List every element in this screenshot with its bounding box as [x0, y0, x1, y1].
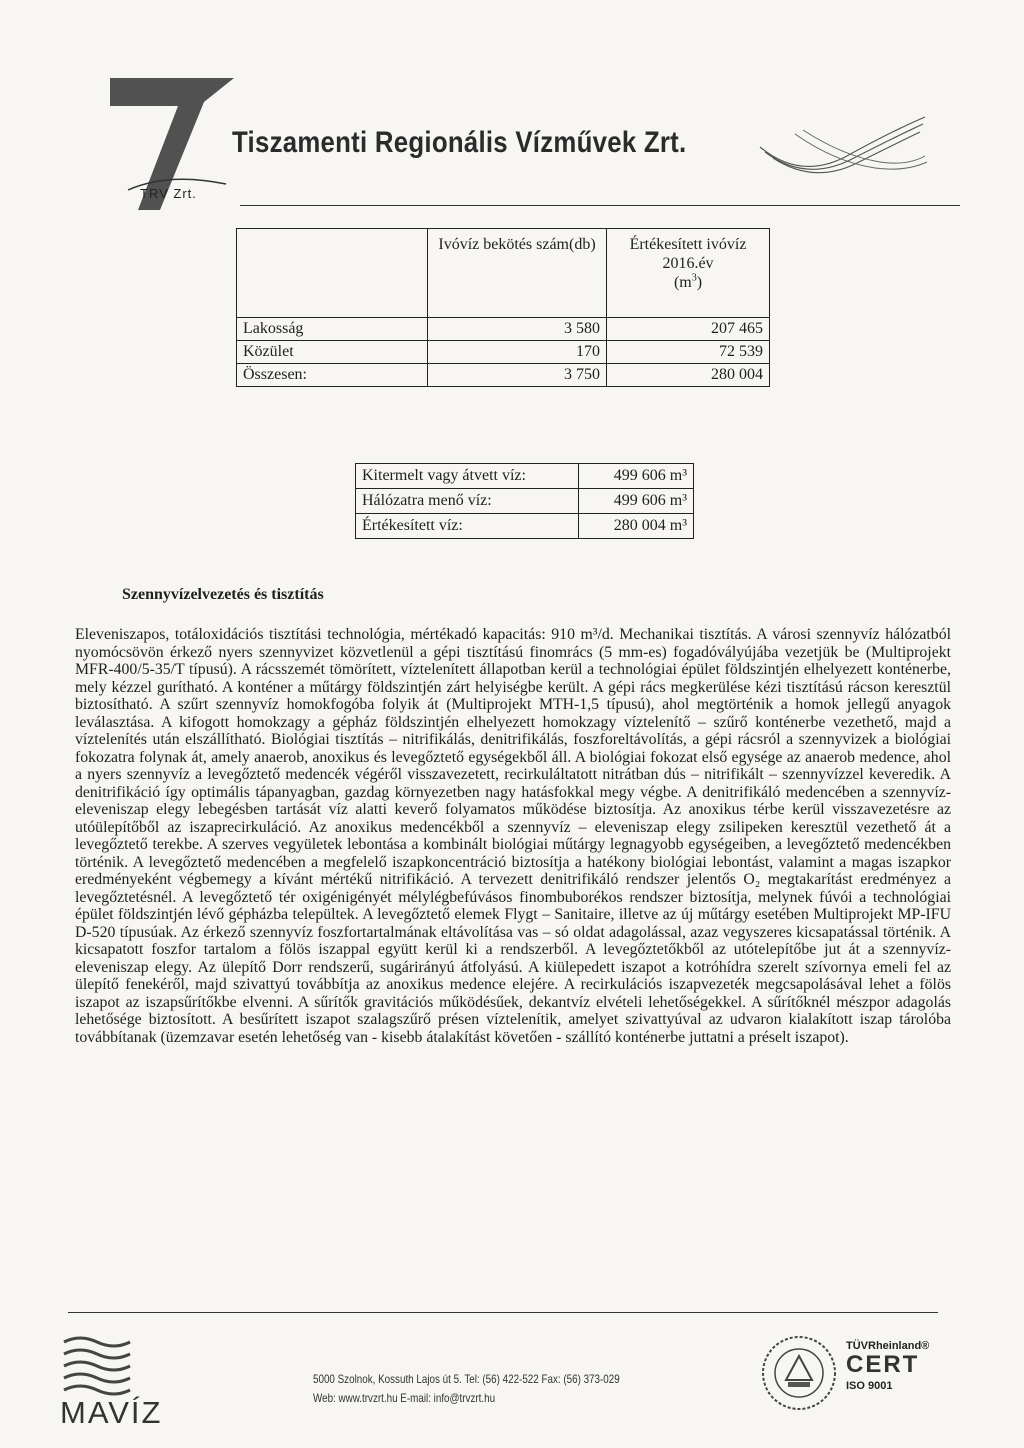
row-value: 499 606 m³	[579, 464, 694, 489]
section-title: Szennyvízelvezetés és tisztítás	[122, 586, 324, 603]
table-header-row	[237, 229, 770, 318]
unit-suffix: )	[696, 274, 703, 291]
table-header-cell: Ivóvíz bekötés szám(db)	[428, 229, 607, 318]
unit-sup: 3	[691, 272, 697, 284]
row-count: 170	[428, 341, 607, 364]
waves-emblem-icon	[755, 112, 930, 187]
table-header-cell	[237, 229, 428, 318]
table-row	[237, 364, 770, 387]
row-label: Összesen:	[237, 364, 428, 387]
row-value: 280 004 m³	[579, 514, 694, 539]
header-divider	[240, 205, 960, 206]
row-value: 72 539	[607, 341, 770, 364]
table-header-cell	[607, 229, 770, 318]
web-line: Web: www.trvzrt.hu E-mail: info@trvzrt.hu	[313, 1391, 496, 1405]
table-row	[356, 514, 694, 539]
row-count: 3 580	[428, 318, 607, 341]
water-balance-table	[355, 463, 694, 539]
row-label: Hálózatra menő víz:	[356, 489, 579, 514]
tuv-cert-block	[846, 1340, 929, 1392]
tuv-iso-label: ISO 9001	[846, 1380, 893, 1392]
water-connections-table	[236, 228, 770, 387]
row-label: Közület	[237, 341, 428, 364]
header-value-sold: Értékesített ivóvíz 2016.év	[629, 236, 747, 272]
maviz-waves-icon	[62, 1330, 132, 1400]
table-row	[356, 489, 694, 514]
unit-prefix: (m	[673, 274, 692, 291]
tuv-brand: TÜVRheinland®	[846, 1340, 930, 1352]
address-line: 5000 Szolnok, Kossuth Lajos út 5. Tel: (56) 422-522 Fax: (56) 373-029	[313, 1372, 620, 1386]
row-value: 280 004	[607, 364, 770, 387]
maviz-logo-text: MAVÍZ	[60, 1395, 163, 1430]
table-row	[237, 341, 770, 364]
footer-address	[313, 1370, 620, 1408]
table-row	[356, 464, 694, 489]
tuv-cert-label: CERT	[846, 1351, 920, 1378]
row-value: 499 606 m³	[579, 489, 694, 514]
row-label: Lakosság	[237, 318, 428, 341]
footer-divider	[68, 1312, 938, 1313]
tuv-seal-icon	[760, 1334, 838, 1412]
row-label: Kitermelt vagy átvett víz:	[356, 464, 579, 489]
trv-logo-text: TRV Zrt.	[140, 186, 197, 201]
row-label: Értékesített víz:	[356, 514, 579, 539]
row-count: 3 750	[428, 364, 607, 387]
row-value: 207 465	[607, 318, 770, 341]
company-name: Tiszamenti Regionális Vízművek Zrt.	[232, 126, 687, 159]
section-paragraph: Eleveniszapos, totáloxidációs tisztítási technológia, mértékadó kapacitás: 910 m³/d. Mechanikai tisztítás. A városi szennyvíz hálózatból nyomócsövön érkező nyers szennyvizet közvetlenül a gépi tisztítású finomrács (5 mm-es) fogadóvályújába vezetjük be (Multiprojekt MFR-400/5-35/T típusú). A rácsszemét tömörített, víztelenített állapotban kerül a technológiai épület földszintjén elhelyezett konténerbe, mely kézzel gurítható. A konténer a műtárgy földszintjén zárt helyiségbe került. A gépi rács megkerülése kézi tisztítású rácson keresztül biztosítható. A szűrt szennyvíz homokfogóba folyik át (Multiprojekt MTH-1,5 típusú), ahol megtörténik a homok jellegű anyagok leválasztása. A kifogott homokzagy a gépház földszintjén elhelyezett homokzagy víztelenítő – szűrő konténerbe vezethető, majd a víztelenítés után elszállítható. Biológiai tisztítás – nitrifikálás, denitrifikálás, foszforeltávolítás, a gépi rácsról a szennyvizek a biológiai fokozatra folynak át, amely anaerob, anoxikus és levegőztető egységekből áll. A biológiai fokozat első egysége az anaerob medence, ahol a nyers szennyvíz a levegőztető medencék végéről visszavezetett, recirkuláltatott nitrátban dús – nitrifikált – szennyvízzel keveredik. A denitrifikáció így optimális tápanyagban, gazdag környezetben nagy hatásfokkal megy végbe. A denitrifikáló medencében a szennyvíz-eleveniszap elegy lebegésben tartását víz alatti keverő folyamatos működése biztosítja. Az anoxikus térbe kerül visszavezetésre az utóülepítőből az iszaprecirkuláció. Az anoxikus medencékből a szennyvíz – eleveniszap elegy zsilipeken keresztül vezethető át a levegőztető terekbe. A szerves vegyületek lebontása a kombinált biológiai műtárgy legnagyobb egységeiben, a levegőztető medencékben történik. A levegőztető medencében a megfelelő iszapkoncentráció biztosítja a hatékony biológiai lebontást, valamint a magas iszapkor eredményeként végbemegy a kívánt mértékű nitrifikáció. A tervezett denitrifikáló rendszer jelentős O₂ megtakarítást eredményez a levegőztetésnél. A levegőztető tér oxigénigényét mélylégbefúvásos finombuborékos rendszer biztosítja, melynek fúvói a technológiai épület földszintjén lévő gépházba települtek. A levegőztető elemek Flygt – Sanitaire, illetve az új műtárgy esetében Multiprojekt MP-IFU D-520 típusúak. Az érkező szennyvíz foszfortartalmának eltávolítása vas – só oldat adagolással, azaz vegyszeres kicsapatással történik. A kicsapatott foszfor tartalom a fölös iszappal együtt kerül ki a rendszerből. A levegőztetőkből az utótelepítőbe jut át a szennyvíz-eleveniszap elegy. Az ülepítő Dorr rendszerű, sugárirányú átfolyású. A kiülepedett iszapot a kotróhídra szerelt szívornya emeli fel az ülepítő fenekéről, majd szivattyú továbbítja az anoxikus medence elejére. A recirkulációs iszapvezeték megcsapolásával lehet a fölös iszapot az iszapsűrítőkbe elvenni. A sűrítők gravitációs működésűek, dekantvíz elvételi lehetőségekkel. A sűrítőknél mészpor adagolás lehetősége biztosított. A besűrített iszapot szalagszűrő présen víztelenítik, amelyet szivattyúval az udvaron kialakított iszap tárolóba továbbítanak (üzemzavar esetén lehetőség van - kisebb átalakítást követően - szállító konténerbe juttatni a préselt iszapot).	[75, 626, 951, 1046]
table-row	[237, 318, 770, 341]
